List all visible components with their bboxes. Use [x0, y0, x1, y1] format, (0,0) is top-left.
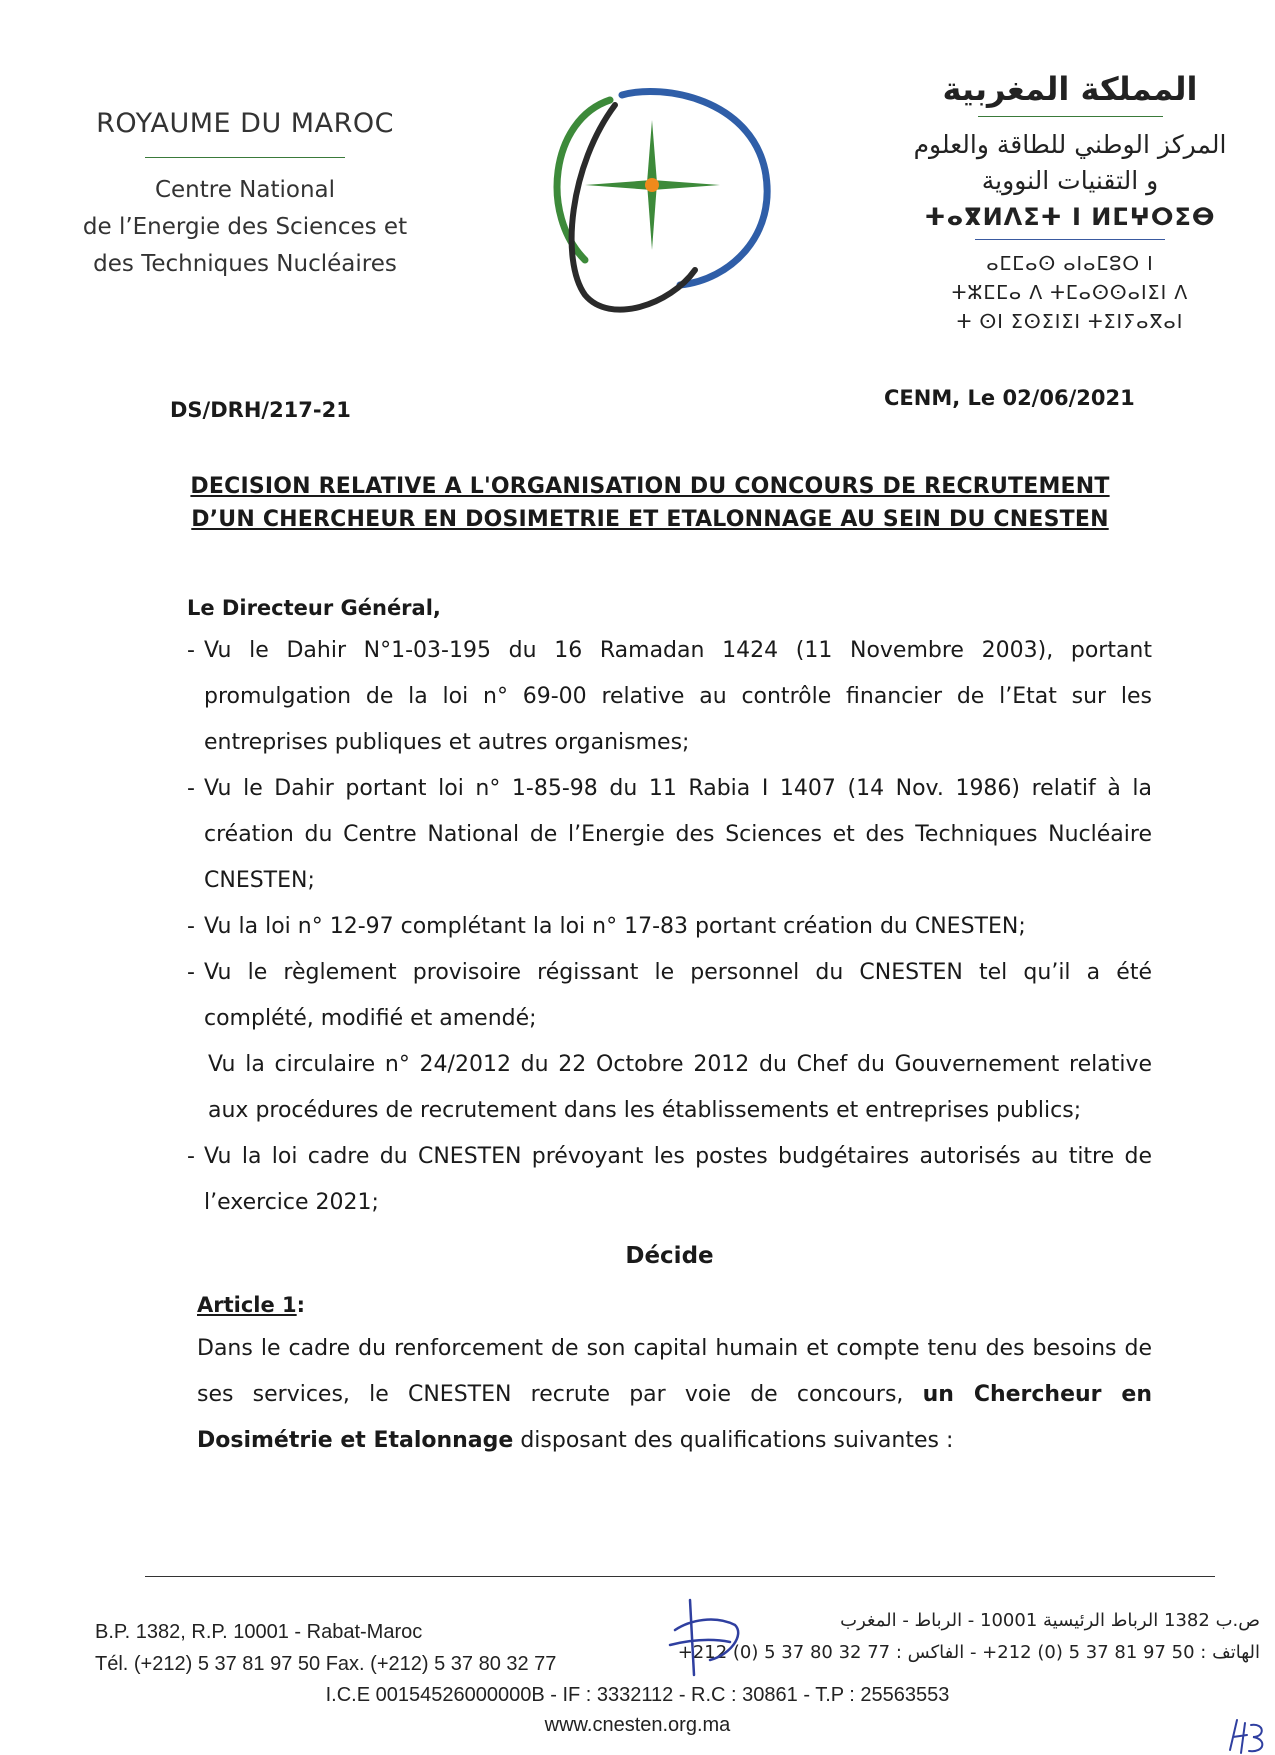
header-right-block	[900, 70, 1240, 337]
list-dash: -	[187, 914, 195, 939]
consideration-item	[187, 766, 1152, 904]
footer-po-box: B.P. 1382, R.P. 10001 - Rabat-Maroc	[95, 1621, 423, 1643]
center-name-tifinagh-line-3: ⵜ ⵙⵏ ⵉⵙⵉⵏⵉⵏ ⵜⵉⵏⵢⴰⴳⴰⵏ	[956, 311, 1184, 333]
kingdom-name-fr: ROYAUME DU MAROC	[96, 108, 394, 139]
footer-registration-ids: I.C.E 00154526000000B - IF : 3332112 - R.C : 30861 - T.P : 25563553	[325, 1684, 950, 1706]
footer-website: www.cnesten.org.ma	[544, 1714, 731, 1736]
decide-heading: Décide	[625, 1243, 714, 1269]
decision-title-line-1: DECISION RELATIVE A L'ORGANISATION DU CONCOURS DE RECRUTEMENT	[190, 474, 1110, 499]
list-dash: -	[187, 776, 195, 801]
footer-divider	[145, 1576, 1215, 1577]
decision-title	[150, 470, 1150, 536]
center-name-line-1: Centre National	[154, 177, 336, 203]
article-1-label: Article 1	[197, 1293, 297, 1317]
footer-phone-fax-ar: الهاتف : 50 97 81 37 5 (0) 212+ - الفاكس : 77 32 80 37 5 (0) 212+	[677, 1642, 1260, 1663]
header-left-block	[60, 108, 430, 283]
article-1-heading	[197, 1284, 1152, 1326]
center-name-tifinagh-line-2: ⵜⵣⵎⵎⴰ ⴷ ⵜⵎⴰⵙⵙⴰⵏⵉⵏ ⴷ	[951, 282, 1189, 304]
center-name-line-2: de l’Energie des Sciences et	[82, 214, 408, 240]
consideration-text: Vu la loi n° 12-97 complétant la loi n° 17-83 portant création du CNESTEN;	[204, 914, 1026, 939]
logo-dark-arc	[572, 105, 695, 310]
director-heading: Le Directeur Général,	[187, 596, 441, 620]
consideration-text: Vu le Dahir portant loi n° 1-85-98 du 11 Rabia I 1407 (14 Nov. 1986) relatif à la création du Centre National de l’Energie des Sciences et des Techniques Nucléaire CNESTEN;	[204, 776, 1152, 893]
consideration-item	[187, 950, 1152, 1042]
kingdom-name-ar: المملكة المغربية	[942, 70, 1198, 108]
header-divider-ar	[978, 116, 1163, 117]
consideration-item	[187, 628, 1152, 766]
footer-address-fr	[95, 1616, 556, 1680]
consideration-text: Vu le Dahir N°1-03-195 du 16 Ramadan 1424 (11 Novembre 2003), portant promulgation de la loi n° 69-00 relative au contrôle financier de l’Etat sur les entreprises publiques et autres organismes;	[204, 638, 1152, 755]
list-dash: -	[187, 1144, 195, 1169]
list-dash: -	[187, 960, 195, 985]
kingdom-name-tifinagh: ⵜⴰⴳⵍⴷⵉⵜ ⵏ ⵍⵎⵖⵔⵉⴱ	[924, 203, 1216, 231]
article-1-colon: :	[296, 1293, 306, 1317]
center-name-line-3: des Techniques Nucléaires	[93, 251, 397, 277]
header-divider	[145, 157, 345, 158]
article-1-text-a: Dans le cadre du renforcement de son capital humain et compte tenu des besoins de ses services, le CNESTEN recrute par voie de concours,	[197, 1336, 1152, 1407]
center-name-tifinagh-line-1: ⴰⵎⵎⴰⵙ ⴰⵏⴰⵎⵓⵔ ⵏ	[986, 253, 1154, 275]
footer-phone-fax: Tél. (+212) 5 37 81 97 50 Fax. (+212) 5 37 80 32 77	[95, 1653, 557, 1675]
logo-center-dot	[645, 178, 659, 192]
article-1-text-b: disposant des qualifications suivantes :	[520, 1428, 954, 1453]
consideration-item	[187, 904, 1152, 950]
center-name-ar-line-1: المركز الوطني للطاقة والعلوم	[913, 130, 1227, 159]
consideration-text: Vu le règlement provisoire régissant le personnel du CNESTEN tel qu’il a été complété, modifié et amendé;	[204, 960, 1152, 1031]
circulaire-consideration: Vu la circulaire n° 24/2012 du 22 Octobre 2012 du Chef du Gouvernement relative aux procédures de recrutement dans les établissements et entreprises publics;	[208, 1052, 1152, 1123]
list-dash: -	[187, 638, 195, 663]
article-1-text	[187, 1326, 1152, 1464]
center-name-ar-line-2: و التقنيات النووية	[981, 166, 1159, 195]
decision-body	[187, 596, 1152, 1464]
document-reference: DS/DRH/217-21	[170, 398, 351, 422]
consideration-item	[187, 1134, 1152, 1226]
initials-mark-icon	[1225, 1715, 1270, 1755]
handwritten-signature-icon	[660, 1590, 760, 1680]
header-divider-tifinagh	[975, 239, 1165, 240]
cnesten-logo-icon	[540, 85, 780, 330]
article-1-position: un Chercheur en Dosimétrie et Etalonnage	[197, 1382, 1152, 1453]
decision-title-line-2: D’UN CHERCHEUR EN DOSIMETRIE ET ETALONNAGE AU SEIN DU CNESTEN	[191, 507, 1109, 532]
consideration-text: Vu la loi cadre du CNESTEN prévoyant les postes budgétaires autorisés au titre de l’exercice 2021;	[204, 1144, 1152, 1215]
footer-po-box-ar: ص.ب 1382 الرباط الرئيسية 10001 - الرباط - المغرب	[840, 1610, 1260, 1631]
footer-identifiers	[0, 1680, 1275, 1740]
document-date: CENM, Le 02/06/2021	[884, 386, 1135, 410]
